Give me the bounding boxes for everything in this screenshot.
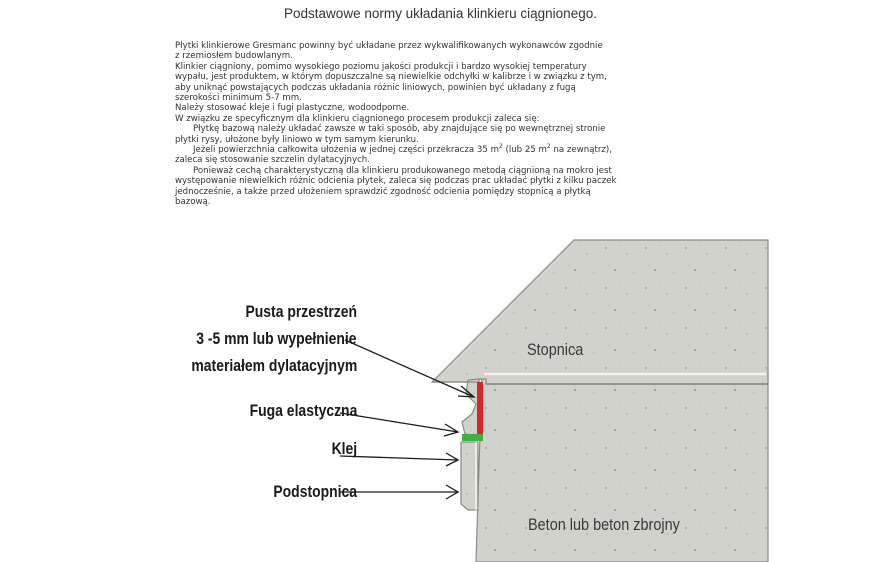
label-stopnica: Stopnica [527, 340, 584, 359]
callout-gap-line1: Pusta przestrzeń [245, 302, 357, 321]
text-line: płytki rysy, ułożone były liniowo w tym samym kierunku. [175, 134, 419, 145]
text-fragment: Jeżeli powierzchnia całkowita ułożenia w jednej części przekracza 35 m [193, 145, 499, 156]
text-line: jednocześnie, a także przed ułożeniem sprawdzić zgodność odcienia pomiędzy stopnicą a płytką [175, 186, 591, 197]
text-line: z rzemiosłem budowlanym. [175, 51, 293, 62]
callout-fuga: Fuga elastyczna [249, 401, 357, 420]
text-line: szerokości minimum 5-7 mm. [175, 93, 302, 104]
text-fragment: na zewnątrz), [550, 145, 612, 156]
klej-arrow-line [340, 456, 458, 460]
text-line: Płytkę bazową należy układać zawsze w taki sposób, aby znajdujące się po wewnętrznej stronie [193, 124, 606, 135]
text-line: bazową. [175, 197, 211, 208]
text-line: wypału, jest produktem, w którym dopuszczalne są niewielkie odchyłki w kalibrze i w związku z tym, [175, 72, 607, 83]
label-beton: Beton lub beton zbrojny [528, 515, 680, 534]
adhesive-layer [462, 434, 483, 441]
text-line: występowanie niewielkich różnic odcienia płytek, zaleca się podczas prac układać płytki z kilku paczek [175, 176, 617, 187]
text-line: Należy stosować kleje i fugi plastyczne, wodoodporne. [175, 103, 410, 114]
text-line: aby uniknąć powstających podczas układania różnic liniowych, powinien być układany z fugą [175, 82, 576, 93]
callout-gap-line3: materiałem dylatacyjnym [191, 356, 357, 375]
text-line: W związku ze specyficznym dla klinkieru ciągnionego procesem produkcji zaleca się: [175, 113, 540, 124]
stair-tread [432, 240, 768, 384]
callout-klej: Klej [331, 439, 357, 458]
superscript: 2 [546, 143, 551, 151]
expansion-gap-fill [477, 382, 483, 436]
callout-podstopnica: Podstopnica [273, 482, 357, 501]
text-line: zaleca się stosowanie szczelin dylatacyjnych. [175, 155, 370, 166]
superscript: 2 [498, 143, 503, 151]
page-title: Podstawowe normy układania klinkieru ciągnionego. [284, 6, 597, 21]
fuga-arrow-line [340, 413, 458, 432]
tread-nosing [432, 379, 479, 436]
callout-gap-line2: 3 -5 mm lub wypełnienie [196, 329, 357, 348]
text-line: Płytki klinkierowe Gresmanc powinny być układane przez wykwalifikowanych wykonawców zgodnie [175, 41, 603, 51]
text-line: Ponieważ cechą charakterystyczną dla klinkieru produkowanego metodą ciągnioną na mokro jest [193, 165, 612, 176]
text-fragment: (lub 25 m [502, 145, 547, 156]
text-line: Klinkier ciągniony, pomimo wysokiego poziomu jakości produkcji i bardzo wysokiej temperatury [175, 61, 587, 72]
